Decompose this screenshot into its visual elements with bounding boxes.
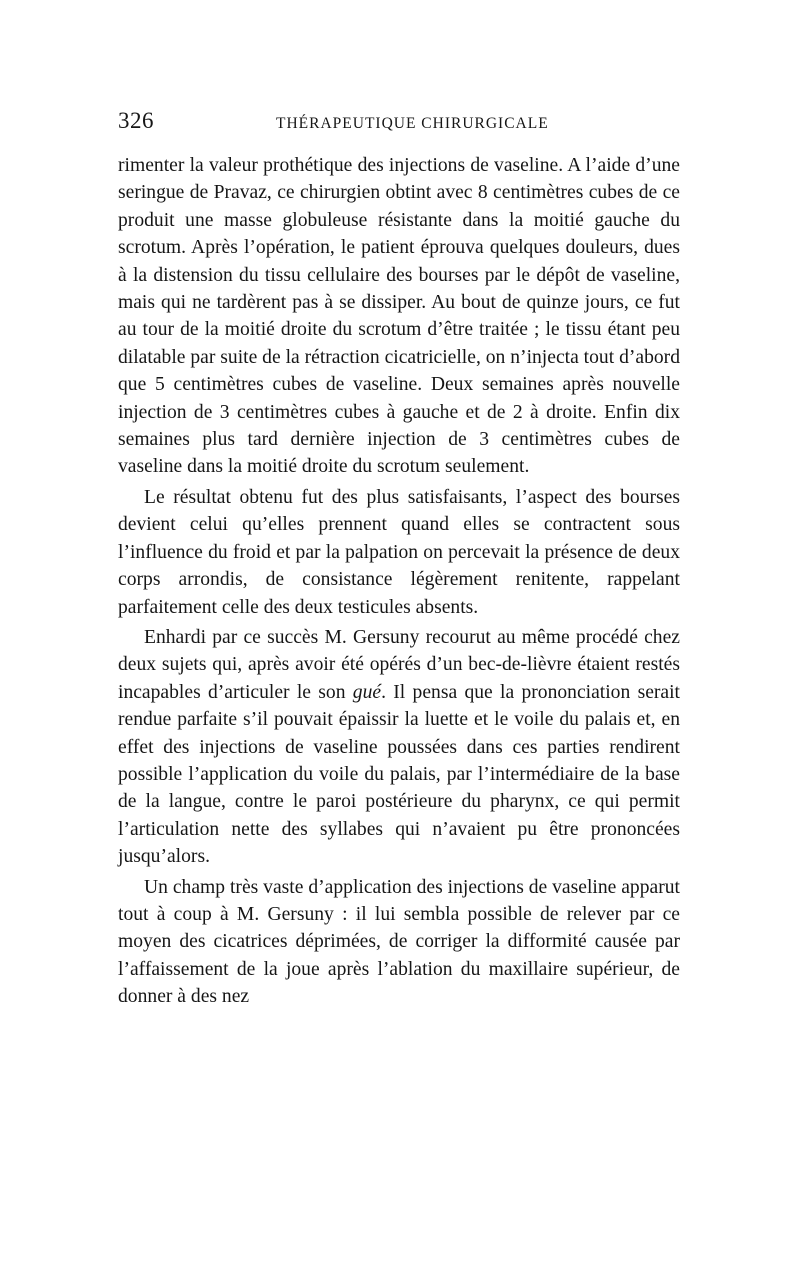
paragraph-4: [118, 874, 680, 1011]
paragraph-3: [118, 624, 680, 871]
paragraph-text: Un champ très vaste d’application des injections de vaseline apparut tout à coup à M. Gersuny : il lui sembla possible de relever par ce moyen des cicatrices déprimées, de corriger la difformité causée par l’affaissement de la joue après l’ablation du maxillaire supérieur, de donner à des nez: [118, 876, 680, 1008]
body-text: [118, 152, 680, 1011]
paragraph-text: Le résultat obtenu fut des plus satisfaisants, l’aspect des bourses devient celui qu’elles prennent quand elles se contractent sous l’influence du froid et par la palpation on percevait la présence de deux corps arrondis, de consistance légèrement renitente, rappelant parfaitement celle des deux testicules absents.: [118, 486, 680, 618]
paragraph-text: Enhardi par ce succès M. Gersuny recourut au même procédé chez deux sujets qui, après avoir été opérés d’un bec-de-lièvre étaient restés incapables d’articuler le son: [118, 626, 680, 703]
paragraph-1: [118, 152, 680, 481]
paragraph-text: rimenter la valeur prothétique des injections de vaseline. A l’aide d’une seringue de Pravaz, ce chirurgien obtint avec 8 centimètres cubes de ce produit une masse globuleuse résistante dans la moitié gauche du scrotum. Après l’opération, le patient éprouva quelques douleurs, dues à la distension du tissu cellulaire des bourses par le dépôt de vaseline, mais qui ne tardèrent pas à se dissiper. Au bout de quinze jours, ce fut au tour de la moitié droite du scrotum d’être traitée ; le tissu étant peu dilatable par suite de la rétraction cicatricielle, on n’injecta tout d’abord que 5 centimètres cubes de vaseline. Deux semaines après nouvelle injection de 3 centimètres cubes à gauche et de 2 à droite. Enfin dix semaines plus tard dernière injection de 3 centimètres cubes de vaseline dans la moitié droite du scrotum seulement.: [118, 155, 680, 478]
running-head: THÉRAPEUTIQUE CHIRURGICALE: [276, 115, 549, 132]
paragraph-2: [118, 484, 680, 621]
italic-term: gué: [352, 681, 382, 703]
page-header: [118, 108, 680, 138]
book-page: [118, 108, 680, 1011]
paragraph-text-continued: . Il pensa que la prononciation serait rendue parfaite s’il pouvait épaissir la luette et le voile du palais et, en effet des injections de vaseline poussées dans ces parties rendirent possible l’application du voile du palais, par l’intermédiaire de la base de la langue, contre le paroi postérieure du pharynx, ce qui permit l’articulation nette des syllabes qui n’avaient pu être prononcées jusqu’alors.: [118, 681, 680, 868]
page-number: 326: [118, 108, 154, 133]
